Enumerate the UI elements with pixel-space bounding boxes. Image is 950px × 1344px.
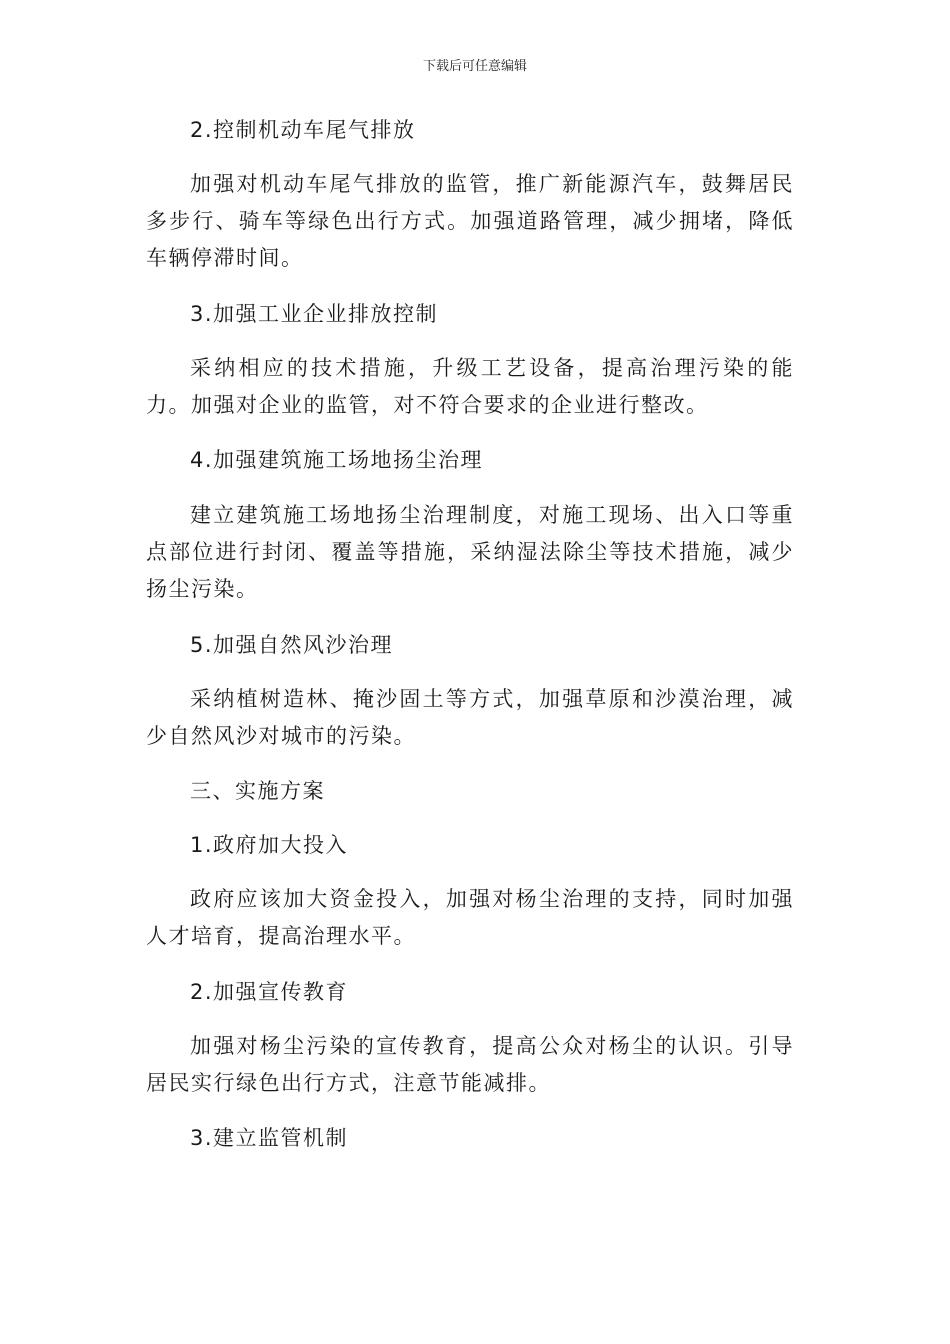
paragraph-government-investment: 政府应该加大资金投入，加强对杨尘治理的支持，同时加强人才培育，提高治理水平。	[146, 887, 794, 948]
paragraph-publicity-education: 加强对杨尘污染的宣传教育，提高公众对杨尘的认识。引导居民实行绿色出行方式，注意节能减排。	[146, 1034, 794, 1095]
section-heading-supervision-mechanism: 3.建立监管机制	[190, 1126, 349, 1150]
section-heading-implementation-plan: 三、实施方案	[190, 779, 325, 803]
section-heading-publicity-education: 2.加强宣传教育	[190, 980, 349, 1004]
section-heading-vehicle-emissions: 2.控制机动车尾气排放	[190, 118, 416, 142]
page-header-note: 下载后可任意编辑	[422, 59, 527, 74]
section-heading-industrial-emissions: 3.加强工业企业排放控制	[190, 302, 439, 326]
paragraph-construction-dust: 建立建筑施工场地扬尘治理制度，对施工现场、出入口等重点部位进行封闭、覆盖等措施，采纳湿法除尘等技术措施，减少扬尘污染。	[146, 503, 794, 601]
paragraph-vehicle-emissions: 加强对机动车尾气排放的监管，推广新能源汽车，鼓舞居民多步行、骑车等绿色出行方式。加强道路管理，减少拥堵，降低车辆停滞时间。	[146, 172, 794, 270]
section-heading-government-investment: 1.政府加大投入	[190, 833, 349, 857]
paragraph-natural-sand: 采纳植树造林、掩沙固土等方式，加强草原和沙漠治理，减少自然风沙对城市的污染。	[146, 687, 794, 748]
section-heading-natural-sand: 5.加强自然风沙治理	[190, 633, 394, 657]
paragraph-industrial-emissions: 采纳相应的技术措施，升级工艺设备，提高治理污染的能力。加强对企业的监管，对不符合要求的企业进行整改。	[146, 356, 794, 417]
section-heading-construction-dust: 4.加强建筑施工场地扬尘治理	[190, 448, 484, 472]
